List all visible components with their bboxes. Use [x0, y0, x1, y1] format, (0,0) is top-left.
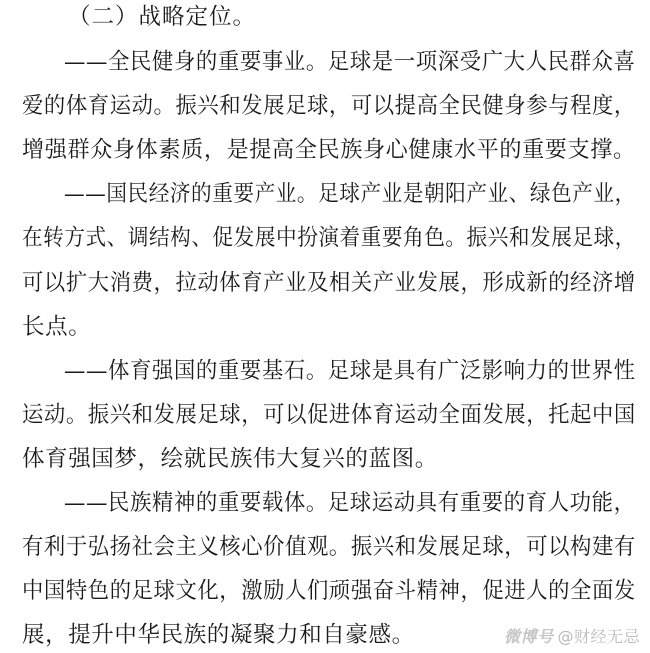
paragraph-2-line-3: 可以扩大消费，拉动体育产业及相关产业发展，形成新的经济增 — [22, 270, 636, 296]
paragraph-2-line-1: ——国民经济的重要产业。足球产业是朝阳产业、绿色产业， — [64, 181, 636, 207]
watermark — [504, 624, 640, 647]
paragraph-3-line-3: 体育强国梦，绘就民族伟大复兴的蓝图。 — [22, 446, 438, 472]
paragraph-4-line-4: 展，提升中华民族的凝聚力和自豪感。 — [22, 622, 415, 648]
paragraph-4-line-1: ——民族精神的重要载体。足球运动具有重要的育人功能， — [64, 490, 636, 516]
watermark-handle: @财经无忌 — [557, 627, 640, 646]
paragraph-1-line-3: 增强群众身体素质，是提高全民族身心健康水平的重要支撑。 — [22, 137, 636, 163]
watermark-logo: 微博号 — [503, 627, 554, 646]
paragraph-4-line-3: 中国特色的足球文化，激励人们顽强奋斗精神，促进人的全面发 — [22, 578, 636, 604]
paragraph-2-line-2: 在转方式、调结构、促发展中扮演着重要角色。振兴和发展足球， — [22, 225, 636, 251]
paragraph-1-line-2: 爱的体育运动。振兴和发展足球，可以提高全民健身参与程度， — [22, 93, 636, 119]
paragraph-3-line-1: ——体育强国的重要基石。足球是具有广泛影响力的世界性 — [64, 358, 636, 384]
paragraph-4-line-2: 有利于弘扬社会主义核心价值观。振兴和发展足球，可以构建有 — [22, 534, 636, 560]
section-heading: （二）战略定位。 — [68, 4, 257, 30]
paragraph-2-line-4: 长点。 — [22, 314, 92, 340]
paragraph-3-line-2: 运动。振兴和发展足球，可以促进体育运动全面发展，托起中国 — [22, 402, 636, 428]
paragraph-1-line-1: ——全民健身的重要事业。足球是一项深受广大人民群众喜 — [64, 49, 636, 75]
